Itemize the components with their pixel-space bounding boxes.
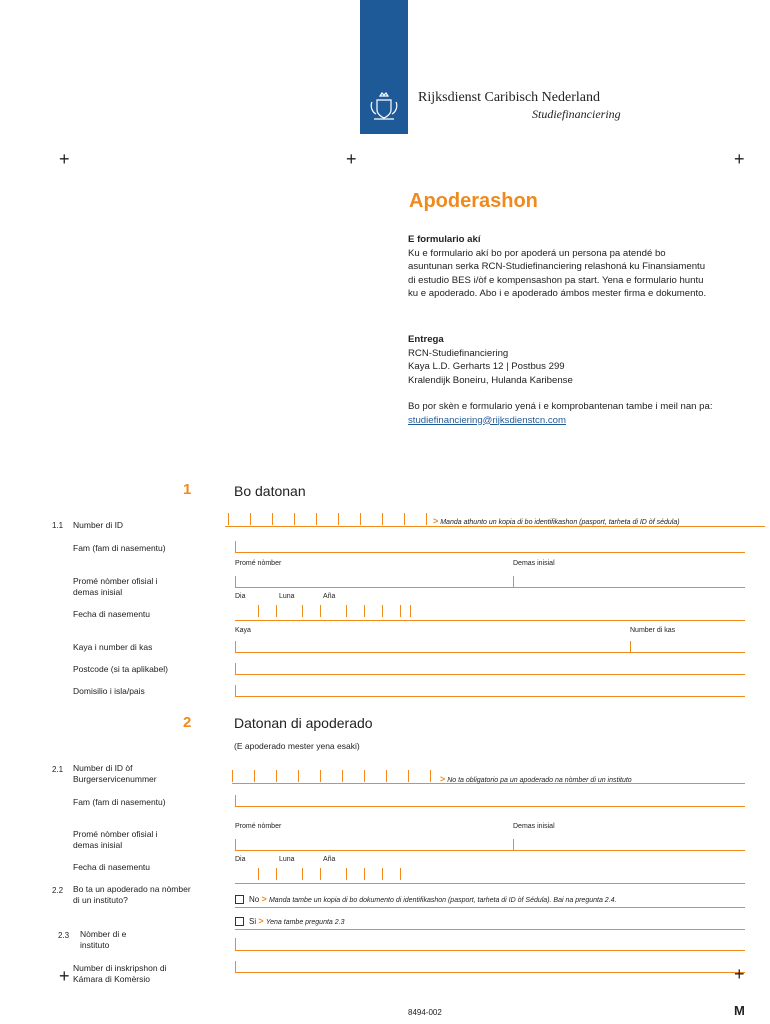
label-line: demas inisial [73, 587, 123, 597]
surname-label: Fam (fam di nasementu) [73, 797, 166, 807]
surname-label: Fam (fam di nasementu) [73, 543, 166, 553]
year-sublabel: Aña [323, 593, 336, 600]
postcode-label: Postcode (si ta aplikabel) [73, 664, 168, 674]
kvk-label [73, 963, 167, 985]
submit-block [408, 333, 758, 387]
crop-mark-icon: + [734, 964, 745, 984]
dob-label: Fecha di nasementu [73, 862, 151, 872]
crop-mark-icon: + [734, 149, 745, 169]
domicile-label: Domisilio i isla/pais [73, 686, 145, 696]
institution-question-label [73, 884, 191, 906]
digit-divider [302, 868, 303, 880]
digit-divider [364, 770, 365, 782]
digit-divider [346, 605, 347, 617]
digit-divider [410, 605, 411, 617]
id-bsn-hint [440, 774, 632, 784]
digit-divider [360, 513, 361, 525]
digit-divider [276, 605, 277, 617]
initials-sublabel: Demas inisial [513, 823, 555, 830]
email-link[interactable]: studiefinanciering@rijksdienstcn.com [408, 414, 566, 426]
field-number: 2.1 [52, 765, 64, 774]
section-1-number: 1 [183, 481, 192, 498]
digit-divider [276, 770, 277, 782]
divider [235, 907, 745, 908]
day-sublabel: Dia [235, 593, 246, 600]
digit-divider [258, 605, 259, 617]
month-sublabel: Luna [279, 856, 295, 863]
label-line: Bo ta un apoderado na nòmber [73, 884, 191, 894]
digit-divider [400, 605, 401, 617]
field-number: 2.3 [58, 931, 70, 940]
chevron-right-icon: > [258, 916, 264, 926]
street-label: Kaya i number di kas [73, 642, 153, 652]
digit-divider [338, 513, 339, 525]
initials-sublabel: Demas inisial [513, 560, 555, 567]
no-option [249, 894, 616, 904]
hint-text: Manda athunto un kopia di bo identifikashon (pasport, tarheta di ID òf sédula) [440, 519, 680, 526]
id-number-hint [433, 516, 680, 526]
label-line: instituto [80, 940, 110, 950]
institution-name-label [80, 929, 126, 951]
intro-heading: E formulario akí [408, 234, 481, 245]
crest-icon [366, 88, 402, 124]
digit-divider [272, 513, 273, 525]
year-sublabel: Aña [323, 856, 336, 863]
label-line: Number di inskripshon di [73, 963, 167, 973]
id-number-label: Number di ID [73, 520, 124, 530]
label-line: Nòmber di e [80, 929, 127, 939]
org-subtitle: Studiefinanciering [532, 107, 621, 121]
digit-divider [382, 868, 383, 880]
intro-text: Ku e formulario akí bo por apoderá un persona pa atendé bo asuntunan serka RCN-Studiefinanciering relashoná ku Finansiamentu di estudio BES i/òf e kompensashon pa start. Yena e formulario huntu ku e apoderado. Abo i e apoderado ámbos mester firma e dokumento. [408, 247, 707, 299]
yes-checkbox[interactable] [235, 917, 244, 926]
first-name-sublabel: Promé nòmber [235, 823, 282, 830]
section-2-title: Datonan di apoderado [234, 715, 373, 731]
digit-divider [298, 770, 299, 782]
id-number-field[interactable] [225, 526, 765, 527]
first-name-field[interactable] [235, 587, 745, 588]
digit-divider [382, 513, 383, 525]
label-line: Number di ID òf [73, 763, 133, 773]
domicile-field[interactable] [235, 696, 745, 697]
dob-field[interactable] [235, 883, 745, 884]
day-sublabel: Dia [235, 856, 246, 863]
house-number-sublabel: Number di kas [630, 627, 676, 634]
digit-divider [250, 513, 251, 525]
dob-field[interactable] [235, 620, 745, 621]
page-title: Apoderashon [409, 190, 538, 212]
digit-divider [320, 770, 321, 782]
submit-heading: Entrega [408, 334, 444, 345]
label-line: Kámara di Komèrsio [73, 974, 151, 984]
chevron-right-icon: > [440, 774, 446, 784]
digit-divider [320, 605, 321, 617]
digit-divider [302, 605, 303, 617]
digit-divider [404, 513, 405, 525]
scan-text: Bo por skèn e formulario yená i e komprobantenan tambe i meil nan pa: [408, 401, 713, 412]
option-hint: Manda tambe un kopia di bo dokumento di identifikashon (pasport, tarheta di ID òf Sédula). Bai na pregunta 2.4. [268, 897, 617, 904]
label-line: Promé nòmber ofisial i [73, 576, 158, 586]
digit-divider [342, 770, 343, 782]
surname-field[interactable] [235, 552, 745, 553]
crop-mark-icon: + [59, 966, 70, 986]
digit-divider [382, 605, 383, 617]
label-line: Promé nòmber ofisial i [73, 829, 158, 839]
digit-divider [426, 513, 427, 525]
field-number: 2.2 [52, 886, 64, 895]
digit-divider [228, 513, 229, 525]
digit-divider [320, 868, 321, 880]
label-line: di un instituto? [73, 895, 128, 905]
form-code: 8494-002 [408, 1008, 442, 1017]
address-line-1: RCN-Studiefinanciering [408, 347, 509, 359]
label-line: demas inisial [73, 840, 123, 850]
digit-divider [254, 770, 255, 782]
first-name-label [73, 576, 158, 598]
digit-divider [400, 868, 401, 880]
digit-divider [430, 770, 431, 782]
first-name-field[interactable] [235, 850, 745, 851]
digit-divider [364, 605, 365, 617]
divider [235, 929, 745, 930]
option-label: Si [249, 917, 257, 926]
chevron-right-icon: > [261, 894, 267, 904]
field-number: 1.1 [52, 521, 64, 530]
first-name-label [73, 829, 158, 851]
digit-divider [408, 770, 409, 782]
crop-mark-icon: + [346, 149, 357, 169]
kvk-field[interactable] [235, 972, 745, 973]
org-name: Rijksdienst Caribisch Nederland [418, 90, 600, 105]
id-bsn-label [73, 763, 157, 785]
section-2-number: 2 [183, 714, 192, 731]
section-1-title: Bo datonan [234, 483, 306, 499]
first-name-sublabel: Promé nòmber [235, 560, 282, 567]
street-sublabel: Kaya [235, 627, 251, 634]
crop-mark-icon: + [59, 149, 70, 169]
digit-divider [316, 513, 317, 525]
no-checkbox[interactable] [235, 895, 244, 904]
option-label: No [249, 895, 260, 904]
address-line-2: Kaya L.D. Gerharts 12 | Postbus 299 [408, 361, 565, 372]
digit-divider [276, 868, 277, 880]
digit-divider [346, 868, 347, 880]
digit-divider [364, 868, 365, 880]
street-field[interactable] [235, 652, 745, 653]
postcode-field[interactable] [235, 674, 745, 675]
field-tick [235, 938, 236, 950]
option-hint: Yena tambe pregunta 2.3 [265, 919, 345, 926]
institution-name-field[interactable] [235, 950, 745, 951]
digit-divider [294, 513, 295, 525]
digit-divider [386, 770, 387, 782]
dob-label: Fecha di nasementu [73, 609, 151, 619]
month-sublabel: Luna [279, 593, 295, 600]
digit-divider [232, 770, 233, 782]
chevron-right-icon: > [433, 516, 439, 526]
scan-block [408, 400, 758, 427]
page-letter: M [734, 1003, 745, 1018]
label-line: Burgerservicenummer [73, 774, 157, 784]
address-line-3: Kralendijk Boneiru, Hulanda Karibense [408, 374, 573, 386]
surname-field[interactable] [235, 806, 745, 807]
hint-text: No ta obligatorio pa un apoderado na nòmber di un instituto [447, 777, 632, 784]
digit-divider [258, 868, 259, 880]
intro-block [408, 233, 758, 301]
yes-option [249, 916, 344, 926]
section-2-subtitle: (E apoderado mester yena esaki) [234, 741, 360, 751]
